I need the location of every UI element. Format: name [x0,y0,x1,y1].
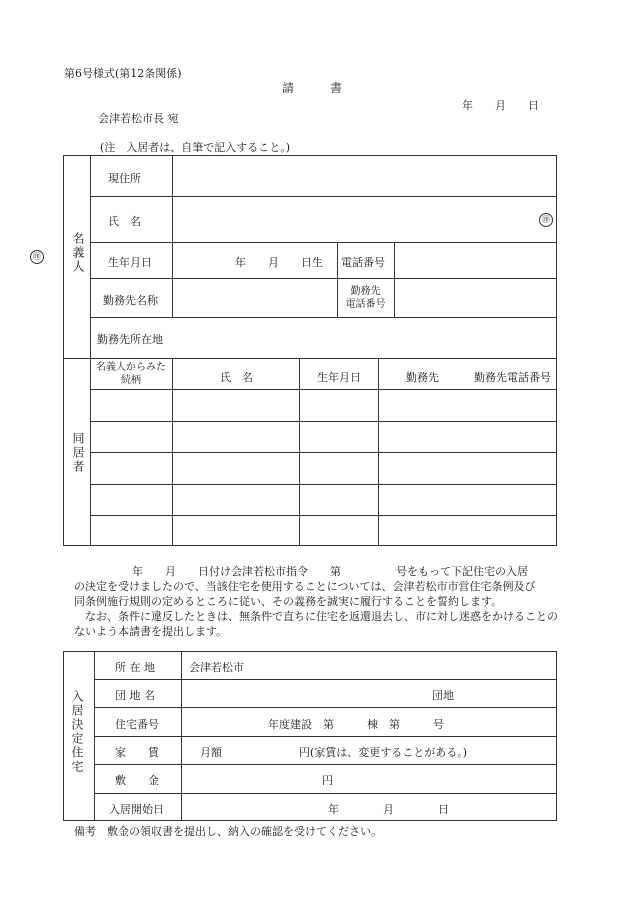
nominee-section-label: 名義人 [71,232,85,274]
workplace-address-field[interactable] [174,320,554,356]
name-field[interactable] [174,199,534,239]
rent-label: 家 賃 [115,746,159,759]
workplace-label: 勤務先名称 [103,294,158,307]
document-title: 請 書 [282,81,343,95]
table-row[interactable] [91,390,556,420]
col-workplace: 勤務先 [406,371,439,384]
name-seal [539,212,553,227]
pledge-line-1: 年 月 日付け会津若松市指令 第 号をもって下記住宅の入居 [132,565,528,578]
note: (注 入居者は、自筆で記入すること。) [100,141,291,154]
birth-field[interactable]: 年 月 日生 [235,256,323,269]
pledge-line-2: の決定を受けましたので、当該住宅を使用することについては、会津若松市市営住宅条例及び [74,580,536,593]
table-row[interactable] [91,485,556,514]
table-row[interactable] [91,422,556,451]
pledge-line-3: 同条例施行規則の定めるところに従い、その義務を誠実に履行することを誓約します。 [74,595,503,608]
col-work-phone: 勤務先電話番号 [474,371,551,384]
complex-value[interactable]: 団地 [432,689,454,702]
work-phone-field[interactable] [396,281,554,314]
remarks: 備考 敷金の領収書を提出し、納入の確認を受けてください。 [74,825,382,838]
col-name: 氏 名 [220,371,253,384]
location-value[interactable]: 会津若松市 [189,661,244,674]
deposit-value[interactable]: 円 [322,774,333,787]
col-birth: 生年月日 [317,371,361,384]
address-field[interactable] [174,158,554,194]
rent-value[interactable]: 月額 円(家賃は、変更することがある。) [200,746,468,759]
birth-label: 生年月日 [108,256,152,269]
unit-number-value[interactable]: 年度建設 第 棟 第 号 [268,718,444,731]
phone-label: 電話番号 [341,256,385,269]
housing-section-label: 入居決定住宅 [70,690,84,774]
complex-label: 団 地 名 [115,689,155,702]
name-label: 氏 名 [108,215,141,228]
seal-icon: ㊞ [30,250,44,264]
move-in-value[interactable]: 年 月 日 [328,803,449,816]
location-label: 所 在 地 [115,661,155,674]
col-relation: 名義人からみた 続柄 [96,362,166,386]
unit-number-label: 住宅番号 [115,718,159,731]
cohabitant-section-label: 同居者 [71,432,85,474]
addressee: 会津若松市長 宛 [98,112,179,125]
phone-field[interactable] [396,245,554,275]
work-phone-label: 勤務先 電話番号 [345,286,386,310]
pledge-line-4: なお、条件に違反したときは、無条件で直ちに住宅を返還退去し、市に対し迷惑をかけることの [74,610,558,623]
form-number: 第6号様式(第12条関係) [64,67,182,80]
pledge-line-5: ないよう本請書を提出します。 [74,625,228,638]
side-seal [30,249,44,264]
deposit-label: 敷 金 [115,774,159,787]
move-in-label: 入居開始日 [109,803,164,816]
address-label: 現住所 [108,172,141,185]
seal-icon: ㊞ [539,213,553,227]
table-row[interactable] [91,516,556,545]
table-row[interactable] [91,453,556,483]
workplace-address-label: 勤務先所在地 [97,333,163,346]
workplace-field[interactable] [174,281,334,314]
date-line: 年 月 日 [462,99,539,112]
